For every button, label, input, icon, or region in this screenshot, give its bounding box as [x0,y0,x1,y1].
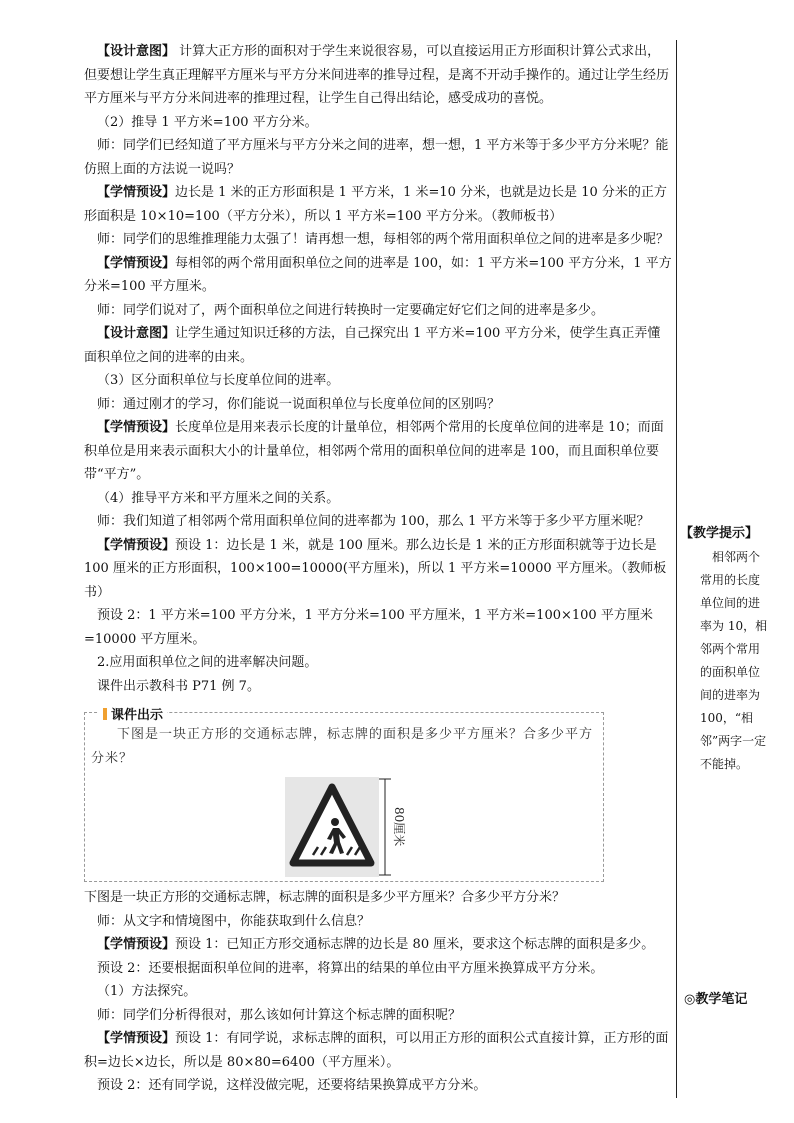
paragraph-text: 计算大正方形的面积对于学生来说很容易，可以直接运用正方形面积计算公式求出，但要想让学生真正理解平方厘米与平方分米间进率的推导过程，是离不开动手操作的。通过让学生经历平方厘米与平方分米间进率的推理过程，让学生自己得出结论，感受成功的喜悦。 [84,44,670,106]
paragraph [84,604,672,651]
paragraph-label: 【学情预设】 [97,1031,176,1046]
paragraph-text: 师：我们知道了相邻两个常用面积单位间的进率都为 100，那么 1 平方米等于多少平方厘米呢？ [97,514,650,529]
main-text-top [84,40,672,698]
paragraph-text: （4）推导平方米和平方厘米之间的关系。 [97,490,340,506]
courseware-tag: 课件出示 [99,704,167,723]
paragraph [84,910,672,934]
paragraph-text: （2）推导 1 平方米=100 平方分米。 [97,114,318,130]
paragraph-text: 师：同学们说对了，两个面积单位之间进行转换时一定要确定好它们之间的进率是多少。 [97,302,605,318]
paragraph-text: 师：通过刚才的学习，你们能说一说面积单位与长度单位间的区别吗？ [97,396,501,412]
paragraph-text: 2.应用面积单位之间的进率解决问题。 [97,655,318,670]
paragraph-label: 【学情预设】 [97,185,176,200]
paragraph-text: 让学生通过知识迁移的方法，自己探究出 1 平方米=100 平方分米，使学生真正弄懂面积单位之间的进率的由来。 [84,326,661,365]
dimension-label: 80厘米 [392,807,406,847]
paragraph-text: 边长是 1 米的正方形面积是 1 平方米，1 米=10 分米，也就是边长是 10 分米的正方形面积是 10×10=100（平方分米），所以 1 平方米=100 平方分米。（教师板书） [84,185,667,224]
paragraph [84,886,672,910]
pedestrian-sign-icon [285,777,445,877]
paragraph [84,957,672,981]
paragraph [84,111,672,135]
paragraph-text: 预设 1：边长是 1 米，就是 100 厘米。那么边长是 1 米的正方形面积就等于边长是 100 厘米的正方形面积，100×100=10000(平方厘米)，所以 1 平方米=10000 平方厘米。（教师板书） [84,537,667,600]
paragraph-text: 预设 1：有同学说，求标志牌的面积，可以用正方形的面积公式直接计算，正方形的面积=边长×边长，所以是 80×80=6400（平方厘米）。 [84,1031,669,1070]
paragraph-text: 课件出示教科书 P71 例 7。 [97,678,260,694]
paragraph-text: （3）区分面积单位与长度单位间的进率。 [97,373,340,388]
paragraph-text: 师：同学们的思维推理能力太强了！请再想一想，每相邻的两个常用面积单位之间的进率是多少呢？ [97,232,670,247]
paragraph-label: 【学情预设】 [97,420,176,435]
margin-divider [676,40,677,1098]
paragraph [84,228,672,252]
paragraph-text: 师：同学们已经知道了平方厘米与平方分米之间的进率，想一想，1 平方米等于多少平方分米呢？能仿照上面的方法说一说吗？ [84,138,669,177]
paragraph-text: 预设 1：已知正方形交通标志牌的边长是 80 厘米，要求这个标志牌的面积是多少。 [175,937,655,952]
paragraph [84,134,672,181]
paragraph-text: 预设 2：还要根据面积单位间的进率，将算出的结果的单位由平方厘米换算成平方分米。 [97,960,604,976]
paragraph [84,299,672,323]
paragraph-text: 长度单位是用来表示长度的计量单位，相邻两个常用的长度单位间的进率是 10；而面积单位是用来表示面积大小的计量单位，相邻两个常用的面积单位间的进率是 100，而且面积单位要带“平方”。 [84,420,664,482]
teaching-notes-title: ◎教学笔记 [684,992,748,1007]
paragraph [84,675,672,699]
courseware-text: 下图是一块正方形的交通标志牌，标志牌的面积是多少平方厘米？合多少平方分米？ [91,727,594,766]
teaching-tip-body: 相邻两个常用的长度单位间的进率为 10，相邻两个常用的面积单位间的进率为 100，“相邻”两字一定不能掉。 [700,550,768,771]
paragraph-label: 【学情预设】 [97,537,176,553]
paragraph-text: 每相邻的两个常用面积单位之间的进率是 100，如：1 平方米=100 平方分米，1 平方分米=100 平方厘米。 [84,255,672,294]
paragraph [84,252,672,299]
paragraph [84,651,672,675]
paragraph [84,416,672,487]
paragraph [84,181,672,228]
paragraph-text: 预设 2：还有同学说，这样没做完呢，还要将结果换算成平方分米。 [97,1078,487,1093]
courseware-box [84,708,604,882]
paragraph-text: （1）方法探究。 [97,984,197,999]
paragraph [84,1074,672,1098]
paragraph [84,933,672,957]
paragraph [84,510,672,534]
paragraph-label: 【学情预设】 [97,937,176,952]
paragraph [84,1027,672,1074]
paragraph-label: 【设计意图】 [97,326,176,341]
paragraph-text: 预设 2：1 平方米=100 平方分米，1 平方分米=100 平方厘米，1 平方米=100×100 平方厘米=10000 平方厘米。 [84,608,653,647]
paragraph-text: 师：从文字和情境图中，你能获取到什么信息？ [97,913,371,929]
paragraph [84,369,672,393]
paragraph [84,40,672,111]
paragraph [84,393,672,417]
traffic-sign-figure [285,777,406,877]
paragraph [84,980,672,1004]
paragraph [84,487,672,511]
paragraph-label: 【学情预设】 [97,255,176,271]
paragraph-text: 师：同学们分析得很对，那么该如何计算这个标志牌的面积呢？ [97,1007,462,1023]
paragraph [84,1004,672,1028]
paragraph-text: 下图是一块正方形的交通标志牌，标志牌的面积是多少平方厘米？合多少平方分米？ [84,890,566,905]
main-text-bottom [84,886,672,1098]
teaching-tip-title: 【教学提示】 [680,526,759,541]
paragraph [84,322,672,369]
paragraph [84,534,672,605]
paragraph-label: 【设计意图】 [97,44,176,59]
